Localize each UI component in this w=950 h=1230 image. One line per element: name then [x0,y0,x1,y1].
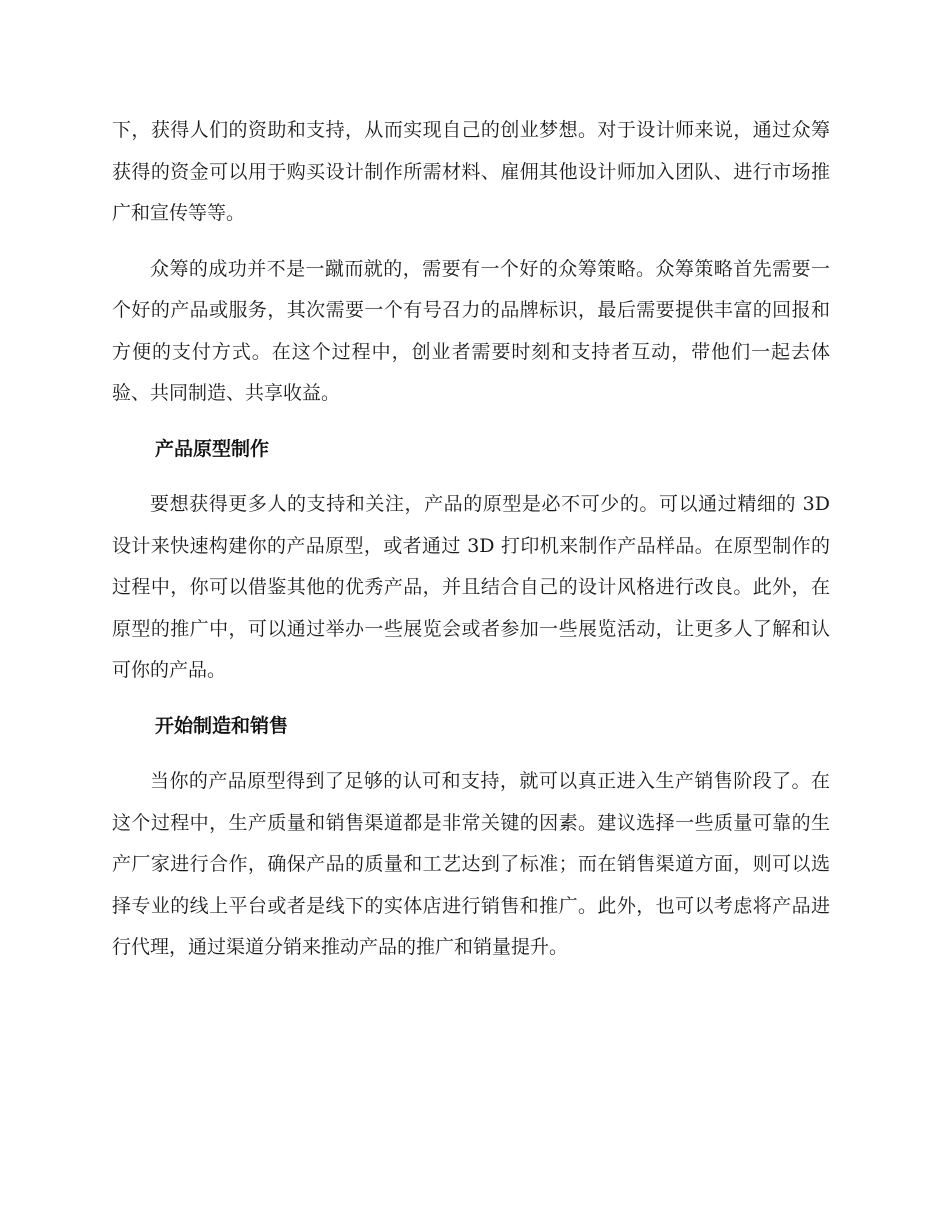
paragraph-prototype: 要想获得更多人的支持和关注，产品的原型是必不可少的。可以通过精细的 3D 设计来快速构建你的产品原型，或者通过 3D 打印机来制作产品样品。在原型制作的过程中，你可以借鉴其他的优秀产品，并且结合自己的设计风格进行改良。此外，在原型的推广中，可以通过举办一些展览会或者参加一些展览活动，让更多人了解和认可你的产品。 [112,493,830,681]
section-heading-manufacturing-sales: 开始制造和销售 [155,714,289,737]
document-body [112,110,830,983]
paragraph-crowdfunding-strategy: 众筹的成功并不是一蹴而就的，需要有一个好的众筹策略。众筹策略首先需要一个好的产品或服务，其次需要一个有号召力的品牌标识，最后需要提供丰富的回报和方便的支付方式。在这个过程中，创业者需要时刻和支持者互动，带他们一起去体验、共同制造、共享收益。 [112,257,830,404]
paragraph-crowdfunding-intro-continued: 下，获得人们的资助和支持，从而实现自己的创业梦想。对于设计师来说，通过众筹获得的资金可以用于购买设计制作所需材料、雇佣其他设计师加入团队、进行市场推广和宣传等等。 [112,119,830,224]
section-heading-prototype: 产品原型制作 [155,437,270,460]
paragraph-manufacturing-sales: 当你的产品原型得到了足够的认可和支持，就可以真正进入生产销售阶段了。在这个过程中，生产质量和销售渠道都是非常关键的因素。建议选择一些质量可靠的生产厂家进行合作，确保产品的质量和工艺达到了标准；而在销售渠道方面，则可以选择专业的线上平台或者是线下的实体店进行销售和推广。此外，也可以考虑将产品进行代理，通过渠道分销来推动产品的推广和销量提升。 [112,770,830,958]
